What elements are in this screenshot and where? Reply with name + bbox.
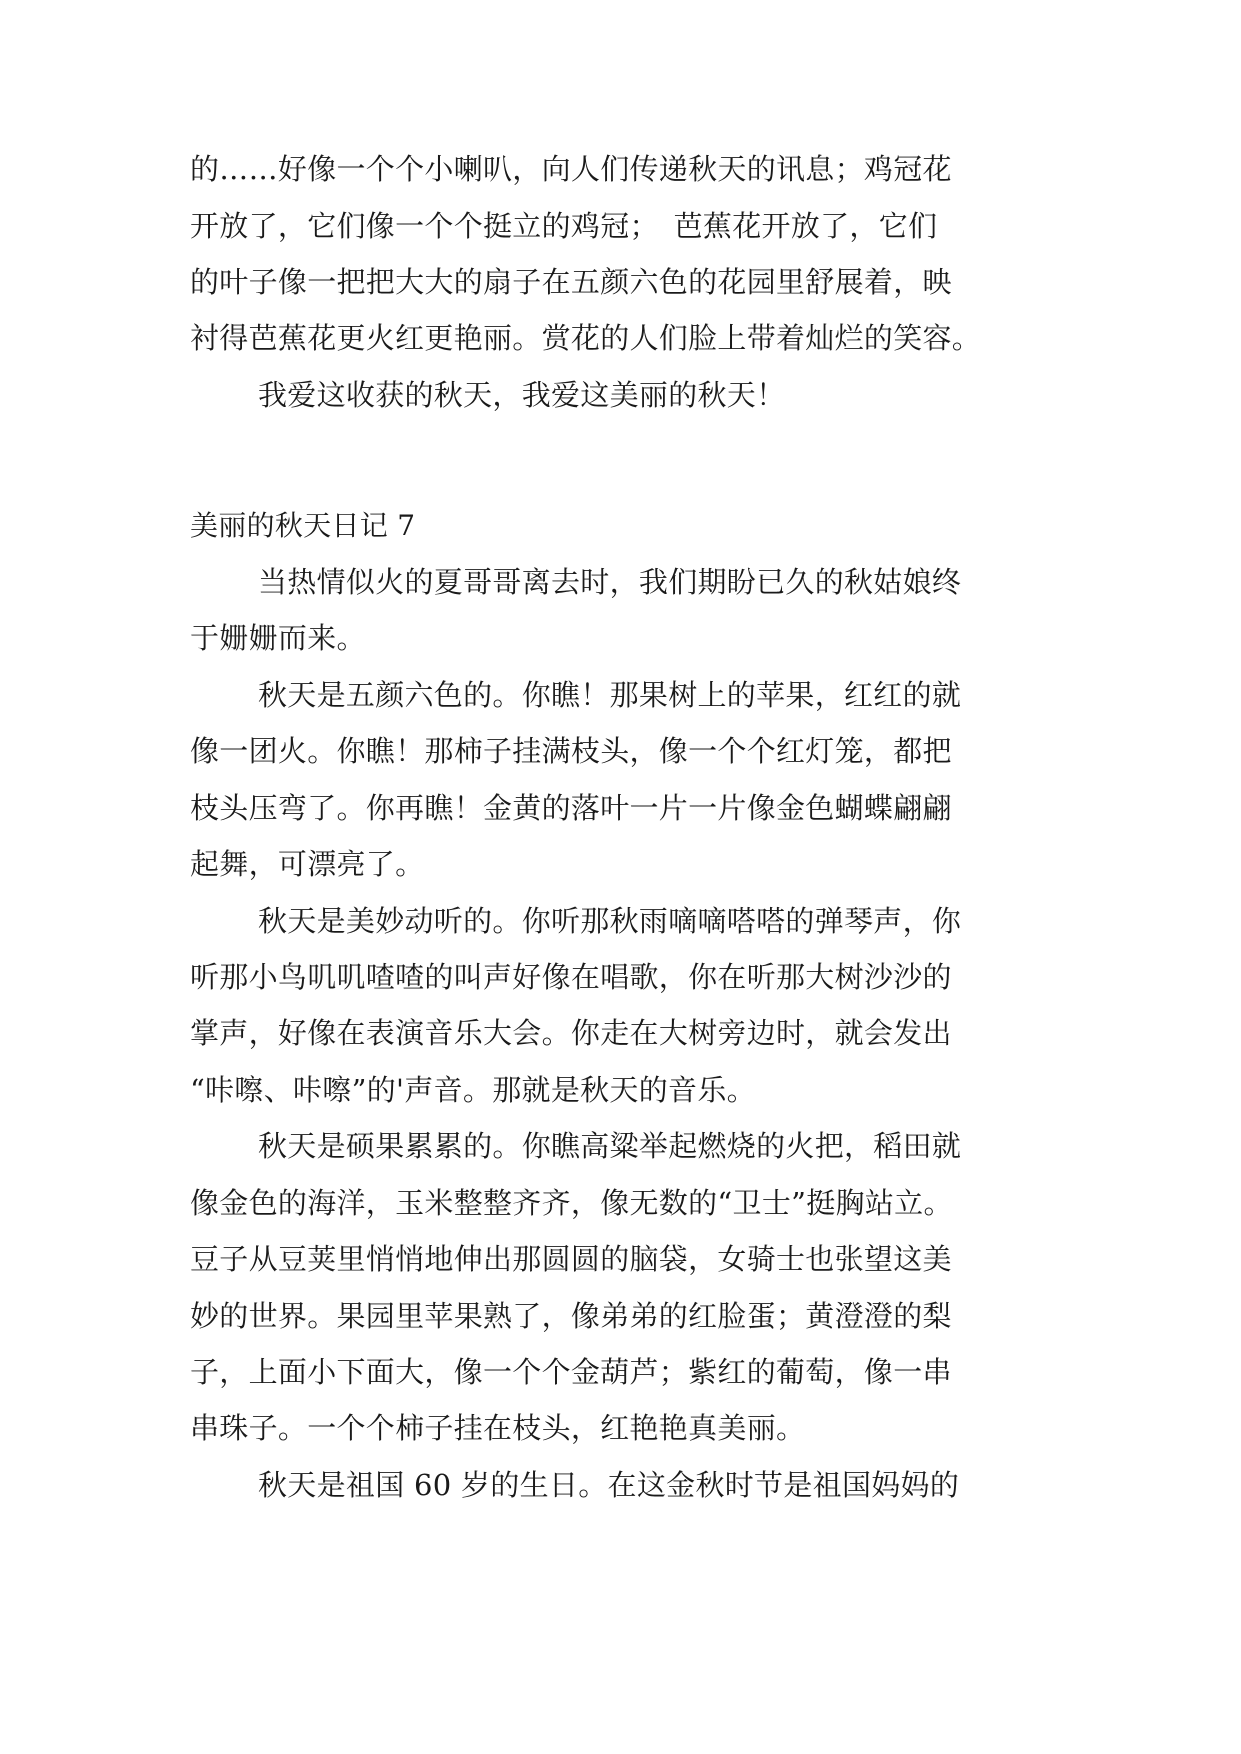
paragraph-start-line: 秋天是硕果累累的。你瞧高粱举起燃烧的火把，稻田就 (258, 1129, 962, 1163)
paragraph-start-line: 秋天是五颜六色的。你瞧！那果树上的苹果，红红的就 (258, 678, 962, 712)
text-line: 的……好像一个个小喇叭，向人们传递秋天的讯息；鸡冠花 (190, 152, 952, 186)
paragraph-start-line: 秋天是美妙动听的。你听那秋雨嘀嘀嗒嗒的弹琴声，你 (258, 904, 962, 938)
text-line: 妙的世界。果园里苹果熟了，像弟弟的红脸蛋；黄澄澄的梨 (190, 1299, 952, 1333)
text-line: 开放了，它们像一个个挺立的鸡冠； 芭蕉花开放了，它们 (190, 209, 938, 243)
text-line: 像金色的海洋，玉米整整齐齐，像无数的“卫士”挺胸站立。 (190, 1186, 953, 1220)
text-line: 听那小鸟叽叽喳喳的叫声好像在唱歌，你在听那大树沙沙的 (190, 960, 952, 994)
paragraph-start-line: 我爱这收获的秋天，我爱这美丽的秋天！ (258, 378, 786, 412)
text-line: “咔嚓、咔嚓”的'声音。那就是秋天的音乐。 (190, 1073, 756, 1107)
text-line: 枝头压弯了。你再瞧！金黄的落叶一片一片像金色蝴蝶翩翩 (190, 791, 952, 825)
text-line: 子，上面小下面大，像一个个金葫芦；紫红的葡萄，像一串 (190, 1355, 952, 1389)
text-line: 串珠子。一个个柿子挂在枝头，红艳艳真美丽。 (190, 1411, 806, 1445)
text-line: 于姗姗而来。 (190, 621, 366, 655)
text-line: 衬得芭蕉花更火红更艳丽。赏花的人们脸上带着灿烂的笑容。 (190, 321, 982, 355)
text-line: 掌声，好像在表演音乐大会。你走在大树旁边时，就会发出 (190, 1016, 952, 1050)
text-line: 起舞，可漂亮了。 (190, 847, 425, 881)
text-line: 的叶子像一把把大大的扇子在五颜六色的花园里舒展着，映 (190, 265, 952, 299)
section-heading: 美丽的秋天日记 7 (190, 509, 416, 542)
text-line: 像一团火。你瞧！那柿子挂满枝头，像一个个红灯笼，都把 (190, 734, 952, 768)
text-line: 豆子从豆荚里悄悄地伸出那圆圆的脑袋，女骑士也张望这美 (190, 1242, 952, 1276)
paragraph-start-line: 秋天是祖国 60 岁的生日。在这金秋时节是祖国妈妈的 (258, 1468, 960, 1502)
paragraph-start-line: 当热情似火的夏哥哥离去时，我们期盼已久的秋姑娘终 (258, 565, 962, 599)
